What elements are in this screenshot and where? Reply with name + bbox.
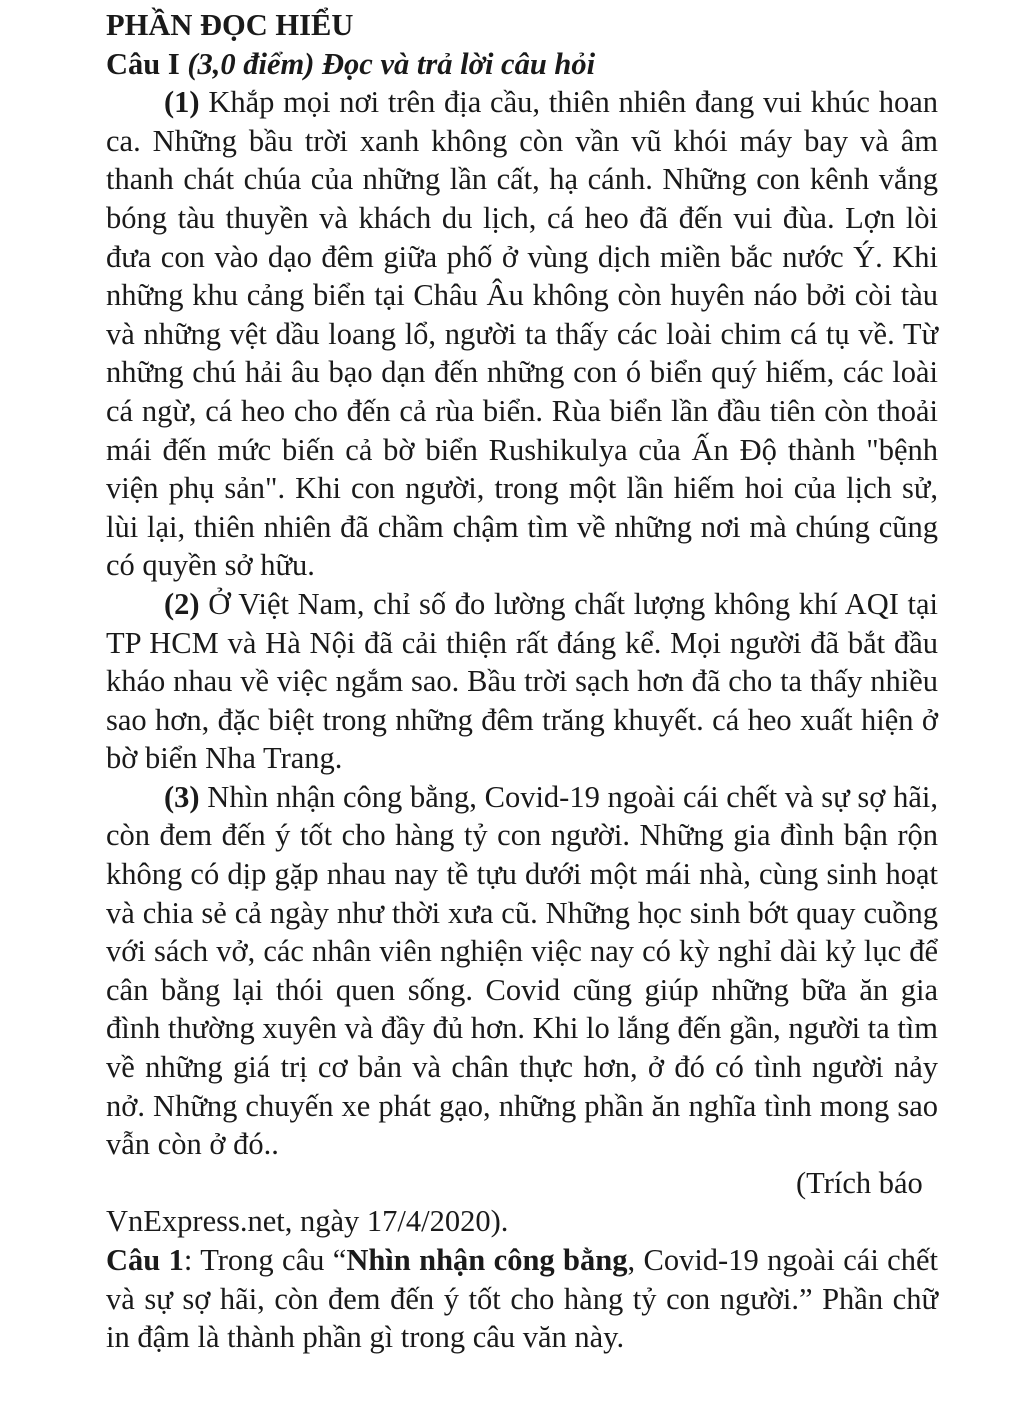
paragraph-1 <box>106 83 938 585</box>
question-1-label: Câu 1 <box>106 1243 184 1277</box>
question-1-bold-phrase: Nhìn nhận công bằng <box>346 1243 628 1277</box>
question-1 <box>106 1241 938 1357</box>
reading-section <box>106 6 938 1357</box>
paragraph-2-text: Ở Việt Nam, chỉ số đo lường chất lượng không khí AQI tại TP HCM và Hà Nội đã cải thiện rất đáng kể. Mọi người đã bắt đầu kháo nhau về việc ngắm sao. Bầu trời sạch hơn đã cho ta thấy nhiều sao hơn, đặc biệt trong những đêm trăng khuyết. cá heo xuất hiện ở bờ biển Nha Trang. <box>106 586 938 776</box>
paragraph-1-text: Khắp mọi nơi trên địa cầu, thiên nhiên đang vui khúc hoan ca. Những bầu trời xanh không còn vần vũ khói máy bay và âm thanh chát chúa của những lần cất, hạ cánh. Những con kênh vắng bóng tàu thuyền và khách du lịch, cá heo đã đến vui đùa. Lợn lòi đưa con vào dạo đêm giữa phố ở vùng dịch miền bắc nước Ý. Khi những khu cảng biển tại Châu Âu không còn huyên náo bởi còi tàu và những vệt dầu loang lổ, người ta thấy các loài chim cá tụ về. Từ những chú hải âu bạo dạn đến những con ó biển quý hiếm, các loài cá ngừ, cá heo cho đến cả rùa biển. Rùa biển lần đầu tiên còn thoải mái đến mức biến cả bờ biển Rushikulya của Ấn Độ thành "bệnh viện phụ sản". Khi con người, trong một lần hiếm hoi của lịch sử, lùi lại, thiên nhiên đã chầm chậm tìm về những nơi mà chúng cũng có quyền sở hữu. <box>106 85 938 583</box>
source-citation-line-1: (Trích báo <box>796 1165 923 1200</box>
paragraph-2-number: (2) <box>164 586 200 621</box>
paragraph-3-number: (3) <box>164 779 200 814</box>
question-i-label: Câu I <box>106 46 180 81</box>
question-1-pre: : Trong câu “ <box>183 1243 347 1277</box>
paragraph-1-number: (1) <box>164 85 200 120</box>
question-1-post: , Covid-19 ngoài cái chết và sự sợ hãi, còn đem đến ý tốt cho hàng tỷ con người.” Phần chữ in đậm là thành phần gì trong câu văn này. <box>106 1243 938 1355</box>
paragraph-3-text: Nhìn nhận công bằng, Covid-19 ngoài cái chết và sự sợ hãi, còn đem đến ý tốt cho hàng tỷ con người. Những gia đình bận rộn không có dịp gặp nhau nay tề tựu dưới một mái nhà, cùng sinh hoạt và chia sẻ cả ngày như thời xưa cũ. Những học sinh bớt quay cuồng với sách vở, các nhân viên nghiện việc nay có kỳ nghỉ dài kỷ lục để cân bằng lại thói quen sống. Covid cũng giúp những bữa ăn gia đình thường xuyên và đầy đủ hơn. Khi lo lắng đến gần, người ta tìm về những giá trị cơ bản và chân thực hơn, ở đó có tình người nảy nở. Những chuyến xe phát gạo, những phần ăn nghĩa tình mong sao vẫn còn ở đó.. <box>106 779 938 1162</box>
paragraph-2 <box>106 585 938 778</box>
question-i-title <box>106 45 938 84</box>
paragraph-3 <box>106 778 938 1164</box>
section-heading: PHẦN ĐỌC HIỂU <box>106 8 354 42</box>
source-citation-line-2: VnExpress.net, ngày 17/4/2020). <box>106 1204 509 1239</box>
question-i-instruction: (3,0 điểm) Đọc và trả lời câu hỏi <box>179 46 596 81</box>
